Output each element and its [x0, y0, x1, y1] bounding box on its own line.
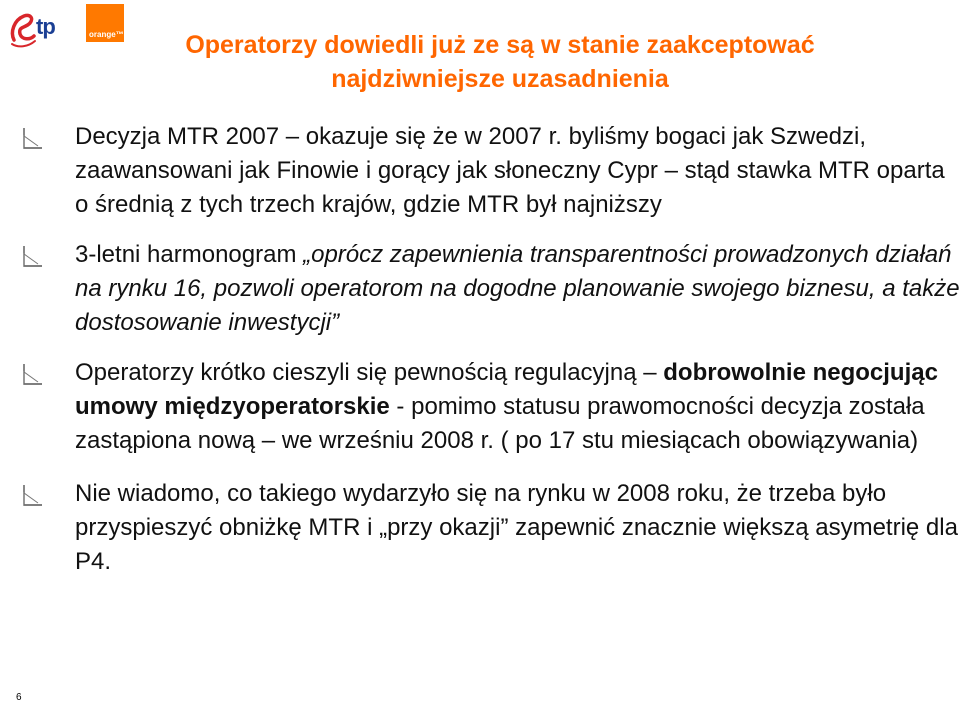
page-title [150, 28, 850, 96]
title-line-2: najdziwniejsze uzasadnienia [331, 65, 669, 93]
page-number: 6 [16, 692, 22, 703]
title-line-1: Operatorzy dowiedli już ze są w stanie zaakceptować [185, 31, 815, 59]
bullet-item-4 [20, 477, 960, 579]
bullet-icon [20, 126, 46, 152]
bullet-text-3-part2: - pomimo statusu prawomocności decyzja została zastąpiona nową – we wrześniu 2008 r. ( po 17 stu miesiącach obowiązywania) [75, 393, 925, 454]
tp-swirl-icon [8, 10, 38, 50]
bullet-item-2 [20, 238, 960, 340]
tp-logo [8, 10, 70, 50]
orange-logo [86, 4, 124, 42]
bullet-list [20, 120, 960, 579]
bullet-item-1 [20, 120, 960, 222]
bullet-text-1: Decyzja MTR 2007 – okazuje się że w 2007 r. byliśmy bogaci jak Szwedzi, zaawansowani jak Finowie i gorący jak słoneczny Cypr – stąd stawka MTR oparta o średnią z tych trzech krajów, gdzie MTR był najniższy [75, 123, 945, 218]
bullet-text-2-plain: 3-letni harmonogram [75, 241, 304, 268]
bullet-text-3-part1: Operatorzy krótko cieszyli się pewnością regulacyjną – [75, 359, 664, 386]
bullet-icon [20, 244, 46, 270]
bullet-item-3 [20, 356, 960, 458]
tp-logo-text: tp [36, 14, 55, 39]
bullet-icon [20, 483, 46, 509]
bullet-icon [20, 362, 46, 388]
bullet-text-3-bold: dobrowolnie negocjując umowy międzyoperatorskie [75, 359, 938, 420]
bullet-text-4: Nie wiadomo, co takiego wydarzyło się na rynku w 2008 roku, że trzeba było przyspieszyć obniżkę MTR i „przy okazji” zapewnić znacznie większą asymetrię dla P4. [75, 480, 958, 575]
bullet-text-2-quote: „oprócz zapewnienia transparentności prowadzonych działań na rynku 16, pozwoli operatorom na dogodne planowanie swojego biznesu, a także dostosowanie inwestycji” [75, 241, 960, 336]
orange-logo-text: orange™ [89, 30, 124, 39]
